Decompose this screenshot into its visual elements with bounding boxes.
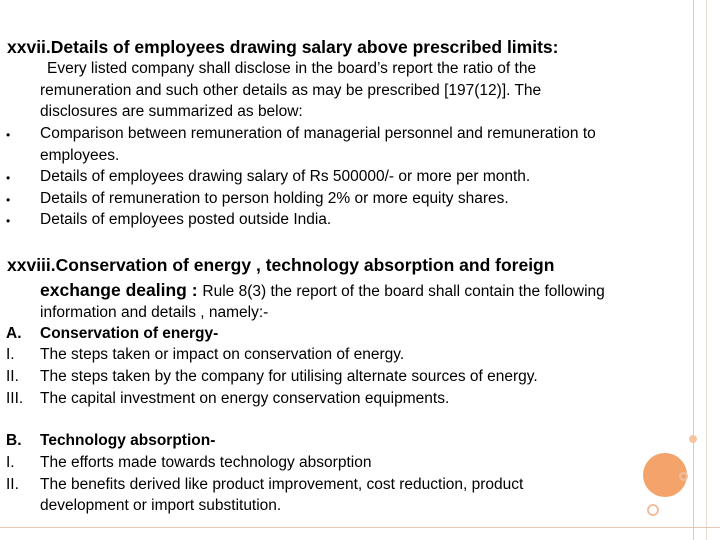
bullet-text: Details of remuneration to person holding 2% or more equity shares.: [40, 190, 509, 207]
bullet-icon: •: [6, 171, 11, 185]
frame-line: [0, 527, 720, 528]
decorative-ring: [679, 472, 688, 481]
intro-line: Every listed company shall disclose in the board’s report the ratio of the: [47, 60, 537, 77]
bullet-icon: •: [6, 214, 11, 228]
decorative-ring: [647, 504, 659, 516]
bullet-icon: •: [6, 128, 11, 142]
bullet-text: Comparison between remuneration of managerial personnel and remuneration to: [40, 125, 596, 142]
part-marker: B.: [6, 432, 22, 449]
item-marker: III.: [6, 390, 24, 407]
item-marker: I.: [6, 346, 15, 363]
frame-line: [706, 0, 707, 540]
item-text: The capital investment on energy conservation equipments.: [40, 390, 450, 407]
item-marker: II.: [6, 476, 19, 493]
intro-line: remuneration and such other details as may be prescribed [197(12)]. The: [40, 82, 542, 99]
part-a-title: Conservation of energy-: [40, 325, 219, 342]
decorative-dot: [689, 435, 697, 443]
bullet-text: employees.: [40, 147, 120, 164]
item-text: The steps taken by the company for utilising alternate sources of energy.: [40, 368, 538, 385]
item-text: development or import substitution.: [40, 497, 282, 514]
bullet-icon: •: [6, 193, 11, 207]
item-text: The benefits derived like product improvement, cost reduction, product: [40, 476, 524, 493]
part-b-title: Technology absorption-: [40, 432, 216, 449]
section-xxviii-heading: xxviii.Conservation of energy , technology absorption and foreign: [7, 255, 555, 275]
item-marker: II.: [6, 368, 19, 385]
section-xxvii-heading: xxvii.Details of employees drawing salary above prescribed limits:: [7, 37, 559, 57]
part-marker: A.: [6, 325, 22, 342]
bullet-text: Details of employees posted outside India.: [40, 211, 332, 228]
item-text: The steps taken or impact on conservation of energy.: [40, 346, 405, 363]
section-xxviii-heading-cont: [40, 279, 605, 303]
intro-line: disclosures are summarized as below:: [40, 103, 303, 120]
item-marker: I.: [6, 454, 15, 471]
heading-bold-part: exchange dealing :: [40, 280, 203, 300]
bullet-text: Details of employees drawing salary of Rs 500000/- or more per month.: [40, 168, 531, 185]
item-text: The efforts made towards technology absorption: [40, 454, 372, 471]
heading-line3: information and details , namely:-: [40, 304, 269, 321]
frame-line: [693, 0, 694, 540]
heading-rest: Rule 8(3) the report of the board shall contain the following: [202, 283, 605, 300]
